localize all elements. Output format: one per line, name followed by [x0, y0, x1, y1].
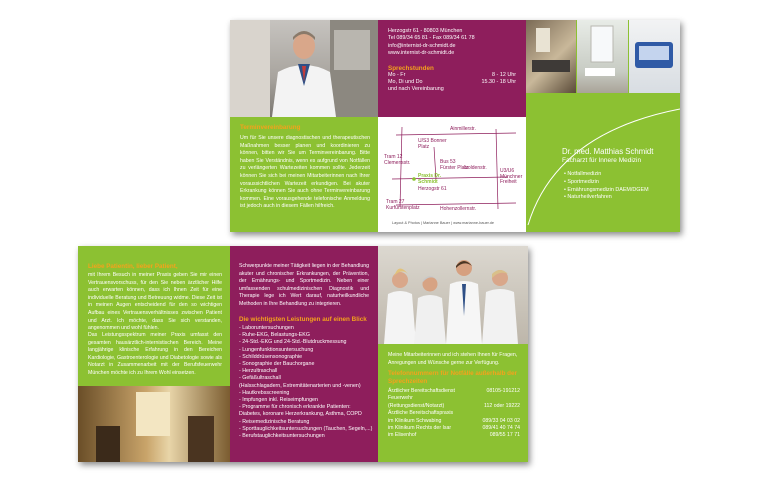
equipment-photo [629, 20, 680, 93]
address-text: Herzogstr 61 - 80803 München [388, 28, 463, 34]
doctor-services-list [564, 171, 649, 202]
list-item: - Ruhe-EKG, Belastungs-EKG [239, 332, 310, 339]
list-item: - Lungenfunktionsuntersuchung [239, 346, 314, 353]
map-label: Hohenzollernstr. [440, 206, 477, 212]
map-label: U3/U6 Münchner Freiheit [500, 168, 523, 185]
team-photo [378, 246, 528, 344]
hours-day: Mo, Di und Do [388, 79, 423, 86]
hours-time: 15.30 - 18 Uhr [481, 79, 516, 86]
emergency-label: Feuerwehr [388, 395, 413, 402]
services-panel [230, 246, 378, 462]
email-link[interactable]: info@internist-dr-schmidt.de [388, 42, 456, 49]
doctor-name: Dr. med. Matthias Schmidt [562, 147, 654, 156]
hours-row [388, 79, 516, 86]
emergency-label: Ärztliche Bereitschaftspraxis [388, 410, 454, 417]
service-name: Ernährungsmedizin DAEM/DGEM [567, 186, 649, 193]
list-item: • Ernährungsmedizin DAEM/DGEM [564, 186, 649, 193]
map-label: Herzogstr 61 [418, 186, 447, 192]
list-item: - Gefäßultraschall [239, 375, 281, 382]
list-item: - Herzultraschall [239, 368, 278, 375]
map-label: Tram 12 Clemensstr. [384, 154, 411, 166]
emergency-numbers [388, 388, 520, 440]
emergency-label: im Elisenhof [388, 432, 417, 439]
list-item: - Impfungen inkl. Reiseimpfungen [239, 397, 318, 404]
focus-text: Schwerpunkte meiner Tätigkeit liegen in der Behandlung akuter und chronischer Erkrankungen, der Prävention, der Ernährungs- und Sportmedizin. Neben einer umfassenden schulmedizinischen Diagnostik und Therapie lege ich Wert darauf, naturheilkundliche Methoden in Ihre Behandlung zu integrieren. [239, 263, 369, 307]
list-item: - 24-Std.-EKG und 24-Std.-Blutdruckmessung [239, 339, 347, 346]
hours-time: 8 - 12 Uhr [492, 71, 516, 78]
team-text: Meine Mitarbeiterinnen und ich stehen Ihnen für Fragen, Anregungen und Wünsche gerne zur Verfügung. [388, 352, 518, 366]
layout-credit: Layout & Photos | Marianne Bauer | www.marianne-bauer.de [392, 221, 495, 225]
list-item: - Berufstauglichkeitsuntersuchungen [239, 433, 325, 440]
list-item: - Hautkrebsscreening [239, 389, 290, 396]
phone-fax-text: Tel 089/34 65 81 - Fax 089/34 61 78 [388, 35, 475, 42]
emergency-heading: Telefonnummern für Notfälle außerhalb der Sprechzeiten [388, 370, 517, 385]
contact-panel [378, 20, 526, 117]
website-link[interactable]: www.internist-dr-schmidt.de [388, 50, 455, 57]
list-item: • Naturheilverfahren [564, 194, 612, 201]
emergency-label: im Klinikum Schwabing [388, 417, 442, 424]
emergency-row [388, 388, 520, 395]
emergency-row [388, 425, 520, 432]
welcome-heading: Liebe Patientin, lieber Patient, [88, 263, 178, 270]
service-name: Notfallmedizin [567, 171, 602, 177]
treatment-room-photo [526, 20, 576, 93]
map-label: Ainmillerstr. [450, 126, 476, 132]
emergency-label: (Rettungsdienst/Notarzt) [388, 402, 445, 409]
emergency-row [388, 395, 520, 402]
emergency-row [388, 432, 520, 439]
phone-number: 112 oder 19222 [484, 402, 520, 409]
phone-number: 08105-191212 [486, 388, 520, 394]
phone-number: 089/41 40 74 74 [482, 425, 520, 432]
doctor-portrait-photo [230, 20, 378, 117]
practice-scope-text: Das Leistungsspektrum meiner Praxis umfasst den gesamten hausärztlich-internistischen Bereich. Meine langjährige klinische Erfahrung in den Bereichen Kardiologie, Gastroenterologie und Diabetologie sowie als Notarzt in Zusammenarbeit mit der Berufsfeuerwehr München möchte ich zu Ihrem Wohl einsetzen. [88, 332, 222, 376]
appointment-heading: Terminvereinbarung [240, 124, 301, 131]
map-label: Tram 27 Kurfürstenplatz [386, 199, 420, 211]
list-item: - Programme für chronisch erkrankte Patienten: [239, 404, 351, 411]
emergency-row [388, 418, 520, 425]
service-name: Sportmedizin [567, 178, 599, 185]
hours-row [388, 72, 516, 79]
window-room-photo [577, 20, 628, 93]
map-label: Bus 53 Fürster Platz [440, 159, 469, 171]
list-item: - Sonographie der Bauchorgane [239, 361, 315, 368]
service-name: Naturheilverfahren [567, 194, 612, 201]
hallway-photo [78, 386, 230, 462]
list-item: - Schilddrüsensonographie [239, 353, 303, 360]
list-item: - Laboruntersuchungen [239, 325, 294, 331]
map-label: U/S3 Bonner Platz [418, 138, 447, 150]
welcome-text: mit Ihrem Besuch in meiner Praxis geben Sie mir einen Vertrauensvorschuss, für den Sie neben ärztlicher Hilfe auch erwarten können, dass ich Ihnen Zeit für eine individuelle Beratung und Betreuung widme. Diese Zeit ist in meinen Augen entscheidend für den so wichtigen Aufbau eines Vertrauensverhältnisses zwischen Patient und Arzt. Ich möchte, dass Sie sich verstanden, angenommen und wohl fühlen. [88, 272, 222, 332]
services-heading: Die wichtigsten Leistungen auf einen Blick [239, 316, 367, 323]
map-label: Isoldenstr. [464, 165, 487, 171]
list-item: • Sportmedizin [564, 178, 599, 185]
list-item: - Sporttauglichkeitsuntersuchungen (Tauchen, Segeln,...) [239, 425, 373, 432]
emergency-label: im Klinikum Rechts der Isar [388, 425, 452, 432]
profile-panel [526, 20, 680, 232]
emergency-label: Ärztlicher Bereitschaftsdienst [388, 388, 455, 394]
welcome-panel [78, 246, 230, 462]
list-item: Diabetes, koronare Herzerkrankung, Asthma, COPD [239, 411, 362, 418]
list-item: (Halsschlagadern, Extremitätenarterien und -venen) [239, 382, 361, 389]
hours-heading: Sprechstunden [388, 64, 434, 72]
appointment-panel [230, 20, 378, 232]
doctor-specialty: Facharzt für Innere Medizin [562, 157, 642, 164]
phone-number: 089/33 04 03 02 [482, 417, 520, 424]
appointment-text: Um für Sie unsere diagnostischen und therapeutischen Maßnahmen besser planen und koordinieren zu können, bitten wir Sie um Terminvereinbarung. Bitte haben Sie Verständnis, wenn es aufgrund von Notfällen zu verlängerten Wartezeiten kommen sollte. Jederzeit können Sie sich bei meinen Mitarbeiterinnen nach Ihrer voraussichtlichen Wartezeit erkundigen. Bei akuter Erkrankung können Sie auch ohne Terminvereinbarung kommen. Eine vorausgehende telefonische Anmeldung ist jedoch auch in diesem Fällen hilfreich. [240, 135, 370, 210]
hours-note: und nach Vereinbarung [388, 86, 444, 93]
map-panel [378, 117, 526, 232]
services-list [239, 325, 372, 440]
map-label: Praxis Dr. Schmidt [418, 173, 442, 185]
list-item: - Reisemedizinische Beratung [239, 418, 310, 425]
team-panel [378, 246, 528, 462]
list-item: • Notfallmedizin [564, 171, 602, 177]
hours-day: Mo - Fr [388, 71, 406, 78]
phone-number: 089/55 17 71 [489, 432, 520, 439]
emergency-row [388, 410, 520, 417]
